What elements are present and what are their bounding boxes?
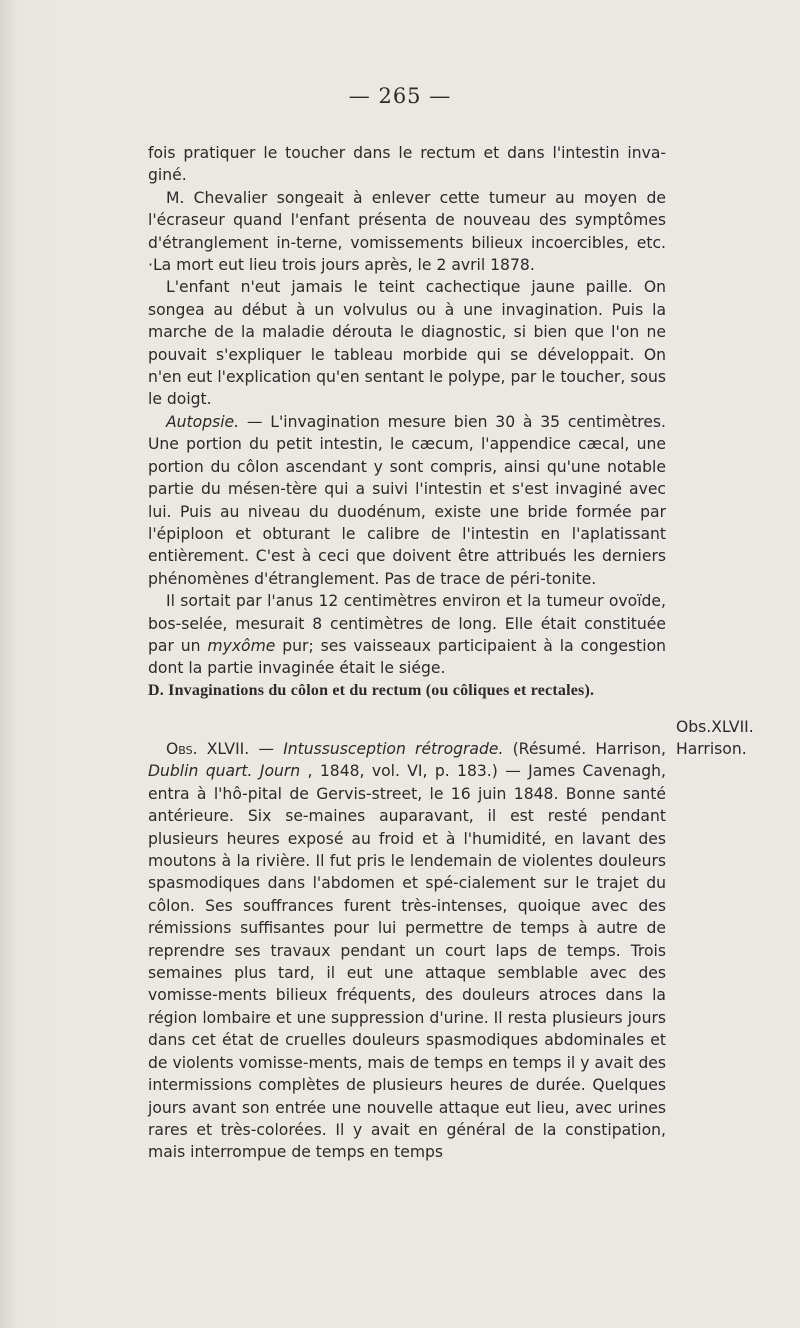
journal-name: Dublin quart. Journ [148,762,301,781]
section-heading: D. Invaginations du côlon et du rectum (ou côliques et rectales). [148,682,595,699]
observation-title: Intussusception rétrograde. [283,740,504,758]
reference-text: (Résumé. Harrison, [503,740,666,758]
autopsy-paragraph [148,411,666,590]
observation-text: , 1848, vol. VI, p. 183.) — James Cavenagh, entra à l'hô-pital de Gervis-street, le 16 juin 1848. Bonne santé antérieure. Six se-maines auparavant, il est resté pendant plusieurs heures exposé au froid et à l'humidité, en lavant des moutons à la rivière. Il fut pris le lendemain de violentes douleurs spasmodiques dans l'abdomen et spé-cialement sur le trajet du côlon. Ses souffrances furent très-intenses, quoique avec des rémissions suffisantes pour lui permettre de temps à autre de reprendre ses travaux pendant un court laps de temps. Trois semaines plus tard, il eut une attaque semblable avec des vomisse-ments bilieux fréquents, des douleurs atroces dans la région lombaire et une suppression d'urine. Il resta plusieurs jours dans cet état de cruelles douleurs spasmodiques abdominales et de violents vomisse-ments, mais de temps en temps il y avait des intermissions complètes de plusieurs heures de durée. Quelques jours avant son entrée une nouvelle attaque eut lieu, avec urines rares et très-colorées. Il y avait en général de la constipation, mais interrompue de temps en temps [148,762,666,1162]
main-text-block [148,142,666,680]
paragraph [148,590,666,680]
paragraph: L'enfant n'eut jamais le teint cachectique jaune paille. On songea au début à un volvulus ou à une invagination. Puis la marche de la maladie dérouta le diagnostic, si bien que l'on ne pouvait s'expliquer le tableau morbide qui se développait. On n'en eut l'explication qu'en sentant le polype, par le toucher, sous le doigt. [148,278,666,409]
autopsy-label: Autopsie. [166,412,240,431]
paragraph: fois pratiquer le toucher dans le rectum et dans l'intestin inva-giné. [148,144,666,185]
italic-term: myxôme [207,636,276,655]
paragraph-text: Il sortait par l'anus 12 centimètres environ et la tumeur ovoïde, bos-selée, mesurait 8 centimètres de long. Elle était constituée par un [148,592,666,655]
observation-paragraph [148,738,666,1164]
margin-note-author: Harrison. [676,740,747,759]
observation-block [148,738,666,1164]
paragraph: M. Chevalier songeait à enlever cette tumeur au moyen de l'écraseur quand l'enfant présenta de nouveau des symptômes d'étranglement in-terne, vomissements bilieux incoercibles, etc. ·La mort eut lieu trois jours après, le 2 avril 1878. [148,188,666,275]
margin-note [676,716,786,761]
dash: — [249,740,284,758]
margin-note-obs: Obs.XLVII. [676,718,754,736]
page-number: — 265 — [348,84,452,108]
autopsy-text: — L'invagination mesure bien 30 à 35 centimètres. Une portion du petit intestin, le cæcum, l'appendice cæcal, une portion du côlon ascendant y sont compris, ainsi qu'une notable partie du mésen-tère qui a suivi l'intestin et s'est invaginé avec lui. Puis au niveau du duodénum, existe une bride formée par l'épiploon et obturant le calibre de l'intestin en l'aplatissant entièrement. C'est à ceci que doivent être attribués les derniers phénomènes d'étranglement. Pas de trace de péri-tonite. [148,412,666,588]
observation-label: Obs. XLVII. [166,740,250,758]
paragraph-text: pur; ses vaisseaux participaient à la congestion dont la partie invaginée était le siége. [148,636,667,678]
